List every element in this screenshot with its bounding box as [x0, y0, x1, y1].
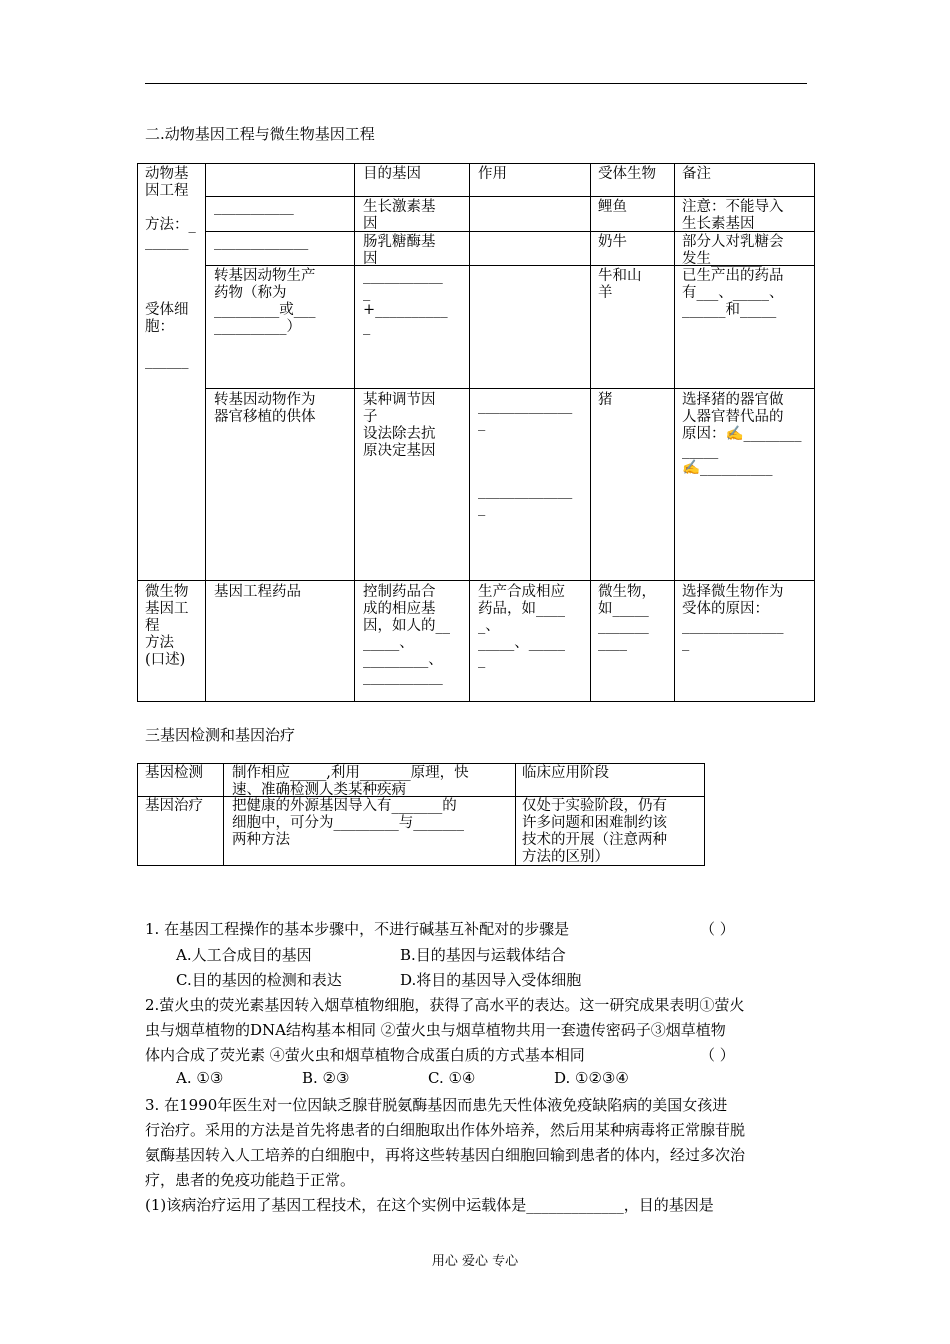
gene-therapy-note: 仅处于实验阶段，仍有 许多问题和困难制约该 技术的开展（注意两种 方法的区别） [522, 798, 667, 865]
row4-receptor: 猪 [598, 392, 613, 408]
row3-receptor: 牛和山 羊 [598, 268, 642, 301]
top-rule [145, 83, 807, 84]
row1-remark: 注意：不能导入 生长素基因 [682, 199, 784, 232]
q1-option-c: C.目的基因的检测和表达 [176, 971, 342, 989]
gene-testing-content: 制作相应_____,利用_______原理，快 速、准确检测人类某种疾病 [232, 765, 469, 798]
animal-gene-engineering-label: 动物基 因工程 方法：_ ______ 受体细 胞： ______ [145, 166, 196, 369]
q2-line-2: 虫与烟草植物的DNA结构基本相同 ②萤火虫与烟草植物共用一套遗传密码子③烟草植物 [145, 1021, 726, 1039]
page-footer: 用心 爱心 专心 [431, 1254, 519, 1269]
row5-function: 生产合成相应 药品，如____ _、 _____、_____ _ [478, 584, 565, 668]
q2-answer-bracket: （ ） [700, 1046, 735, 1064]
row1-receptor: 鲤鱼 [598, 199, 627, 215]
row2-receptor: 奶牛 [598, 234, 627, 250]
q3-line-1: 3. 在1990年医生对一位因缺乏腺苷脱氨酶基因而患先天性体液免疫缺陷病的美国女孩进 [145, 1096, 728, 1114]
row4-remark: 选择猪的器官做 人器官替代品的 原因：✍________ _____ ✍__________ [682, 392, 802, 476]
q1-option-a: A.人工合成目的基因 [176, 946, 312, 964]
header-function: 作用 [478, 166, 507, 182]
q1-stem: 1. 在基因工程操作的基本步骤中，不进行碱基互补配对的步骤是 [145, 920, 570, 938]
q2-line-3: 体内合成了荧光素 ④萤火虫和烟草植物合成蛋白质的方式基本相同 [145, 1046, 585, 1064]
q2-option-c: C. ①④ [428, 1069, 476, 1087]
section3-title: 三基因检测和基因治疗 [145, 726, 296, 744]
gene-testing-note: 临床应用阶段 [522, 765, 609, 781]
row3-method: 转基因动物生产 药物（称为 _________或___ __________） [214, 268, 316, 335]
section2-title: 二.动物基因工程与微生物基因工程 [145, 125, 375, 143]
row4-gene: 某种调节因 子 设法除去抗 原决定基因 [363, 392, 436, 459]
header-remarks: 备注 [682, 166, 711, 182]
q2-option-b: B. ②③ [302, 1069, 350, 1087]
q1-answer-bracket: （ ） [700, 920, 735, 938]
row2-method: _____________ [214, 234, 309, 250]
row1-gene: 生长激素基 因 [363, 199, 436, 232]
row2-remark: 部分人对乳糖会 发生_______ [682, 234, 784, 267]
q1-option-d: D.将目的基因导入受体细胞 [400, 971, 582, 989]
header-target-gene: 目的基因 [363, 166, 421, 182]
row4-method: 转基因动物作为 器官移植的供体 [214, 392, 316, 425]
gene-therapy-content: 把健康的外源基因导入有_______的 细胞中，可分为_________与_______ 两种方法 [232, 798, 464, 848]
row4-function: _____________ _ _____________ _ [478, 398, 573, 516]
row5-receptor: 微生物， 如_____ _______ ____ [598, 584, 656, 651]
row5-method: 基因工程药品 [214, 584, 301, 600]
q2-option-d: D. ①②③④ [554, 1069, 629, 1087]
row5-gene: 控制药品合 成的相应基 因，如人的__ _____、 _________、 ___________ __ [363, 584, 450, 702]
q2-line-1: 2.萤火虫的荧光素基因转入烟草植物细胞，获得了高水平的表达。这一研究成果表明①萤火 [145, 996, 745, 1014]
q2-option-a: A. ①③ [176, 1069, 224, 1087]
gene-testing-label: 基因检测 [145, 765, 203, 781]
gene-therapy-label: 基因治疗 [145, 798, 203, 814]
q3-line-5: (1)该病治疗运用了基因工程技术，在这个实例中运载体是_____________，目的基因是 [145, 1196, 714, 1214]
microbe-gene-engineering-label: 微生物 基因工 程 方法 (口述) [145, 584, 189, 668]
row1-method: ___________ [214, 199, 294, 215]
row2-gene: 肠乳糖酶基 因 [363, 234, 436, 267]
row3-remark: 已生产出的药品 有___、_____、 ______和_____ [682, 268, 784, 318]
row3-gene: ___________ _ +__________ _ [363, 268, 448, 335]
q3-line-4: 疗，患者的免疫功能趋于正常。 [145, 1171, 356, 1189]
q1-option-b: B.目的基因与运载体结合 [400, 946, 566, 964]
q3-line-3: 氨酶基因转入人工培养的白细胞中，再将这些转基因白细胞回输到患者的体内，经过多次治 [145, 1146, 746, 1164]
header-receptor: 受体生物 [598, 166, 656, 182]
q3-line-2: 行治疗。采用的方法是首先将患者的白细胞取出作体外培养，然后用某种病毒将正常腺苷脱 [145, 1121, 746, 1139]
row5-remark: 选择微生物作为 受体的原因： ______________ _ [682, 584, 784, 651]
